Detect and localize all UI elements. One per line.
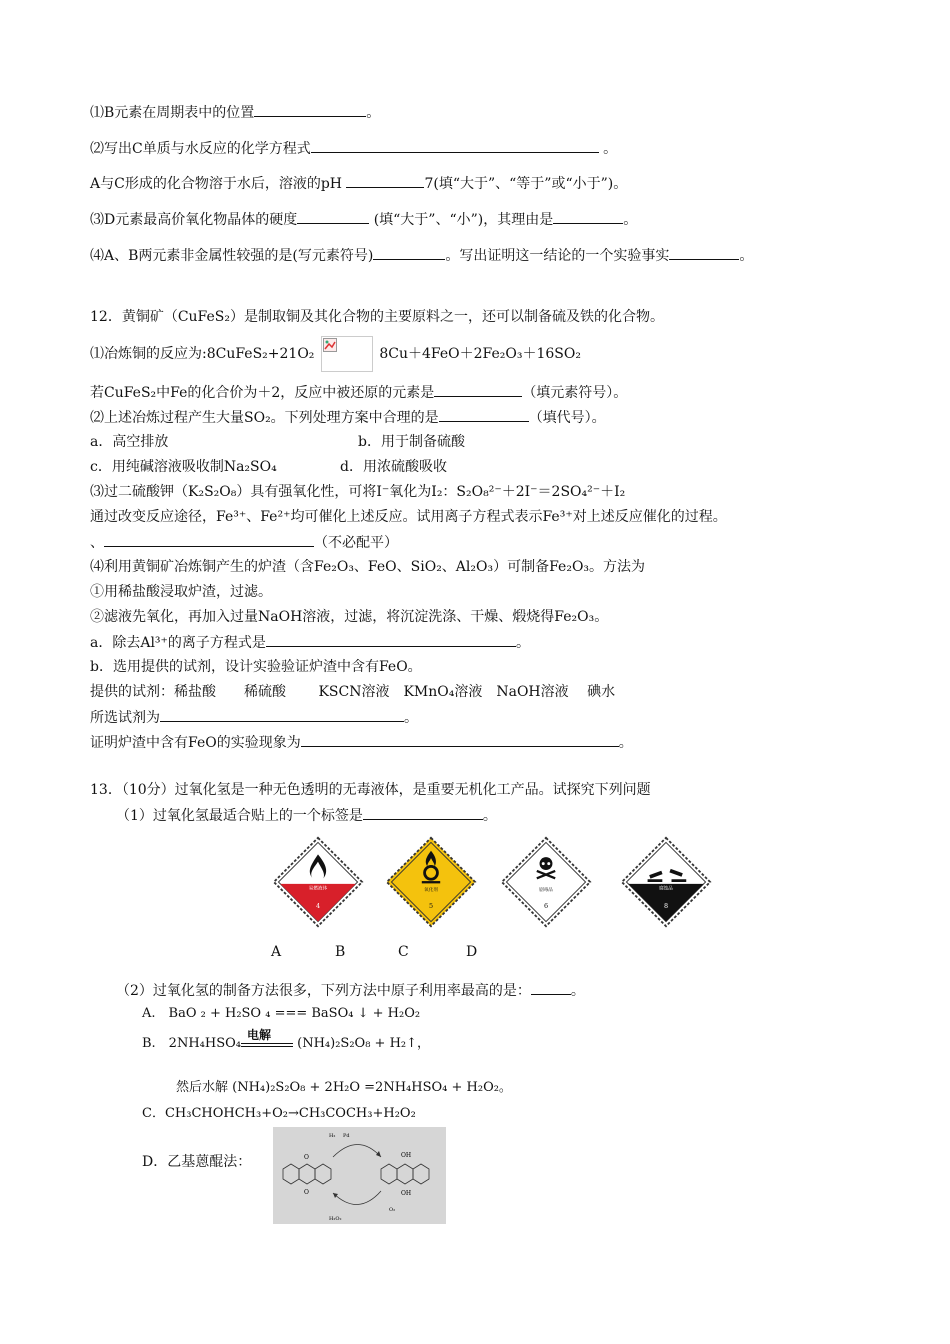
text: 。 xyxy=(739,248,754,264)
q12-p6 xyxy=(90,532,398,553)
o2-label: O₂ xyxy=(389,1207,396,1213)
answer-blank[interactable] xyxy=(531,980,571,995)
q12-p10 xyxy=(90,632,530,653)
q11-line-1 xyxy=(90,102,380,123)
text: 8Cu＋4FeO＋2Fe₂O₃＋16SO₂ xyxy=(379,346,581,362)
q11-line-5 xyxy=(90,245,753,266)
option-d: d．用浓硫酸吸收 xyxy=(340,459,447,475)
sign-number: 6 xyxy=(543,901,549,910)
q11-line-2 xyxy=(90,138,617,159)
sign-text: 腐蚀品 xyxy=(659,886,673,892)
q12-p12: 提供的试剂：稀盐酸 稀硫酸 KSCN溶液 KMnO₄溶液 NaOH溶液 碘水 xyxy=(90,684,616,700)
sign-number: 5 xyxy=(428,901,434,910)
answer-blank[interactable] xyxy=(363,805,483,820)
sign-text: 剧毒品 xyxy=(539,888,553,894)
h2-label: H₂ xyxy=(329,1133,336,1139)
text: （不必配平） xyxy=(314,535,398,551)
q11-line-3 xyxy=(90,173,627,194)
q12-options-cd xyxy=(90,457,447,477)
q13-option-d: D．乙基蒽醌法： xyxy=(142,1154,252,1170)
q13-option-b xyxy=(142,1027,431,1054)
flammable-liquid-sign[interactable] xyxy=(272,836,364,928)
q12-p4: ⑶过二硫酸钾（K₂S₂O₈）具有强氧化性，可将I⁻氧化为I₂：S₂O₈²⁻＋2I⁻＝2SO₄²⁻＋I₂ xyxy=(90,484,626,500)
sign-text: 氧化剂 xyxy=(424,888,438,894)
sign-number: 4 xyxy=(315,901,321,910)
q12-p11: b．选用提供的试剂，设计实验验证炉渣中含有FeO。 xyxy=(90,659,422,675)
text: 所选试剂为 xyxy=(90,710,160,726)
text: ⑷A、B两元素非金属性较强的是(写元素符号) xyxy=(90,248,374,264)
answer-blank[interactable] xyxy=(301,732,619,747)
text: ⑶D元素最高价氧化物晶体的硬度 xyxy=(90,212,298,228)
q12-p13 xyxy=(90,707,418,728)
q12-p7: ⑷利用黄铜矿冶炼铜产生的炉渣（含Fe₂O₃、FeO、SiO₂、Al₂O₃）可制备Fe₂O₃。方法为 xyxy=(90,559,646,575)
q12-p2 xyxy=(90,382,627,403)
text: 7(填“大于”、“等于”或“小于”)。 xyxy=(424,176,628,192)
answer-blank[interactable] xyxy=(266,632,516,647)
corrosive-sign[interactable] xyxy=(620,836,712,928)
answer-blank[interactable] xyxy=(434,382,522,397)
text: B. 2NH₄HSO₄ xyxy=(142,1036,241,1051)
option-c: c．用纯碱溶液吸收制Na₂SO₄ xyxy=(90,459,277,475)
answer-blank[interactable] xyxy=(160,707,404,722)
text: （1）过氧化氢最适合贴上的一个标签是 xyxy=(116,808,363,824)
text: A与C形成的化合物溶于水后，溶液的pH xyxy=(90,176,342,192)
text: (填“大于”、“小”)，其理由是 xyxy=(373,212,554,228)
oxidizer-sign[interactable] xyxy=(385,836,477,928)
label-b: B xyxy=(335,944,346,960)
text: （2）过氧化氢的制备方法很多，下列方法中原子利用率最高的是： xyxy=(116,983,531,999)
option-a: a．高空排放 xyxy=(90,434,169,450)
text: 。 xyxy=(515,635,530,651)
answer-blank[interactable] xyxy=(104,532,314,547)
text: 若CuFeS₂中Fe的化合价为＋2，反应中被还原的元素是 xyxy=(90,385,435,401)
q12-options-ab xyxy=(90,432,465,452)
oxygen-label-top: O xyxy=(304,1154,309,1161)
text: 。 xyxy=(618,735,633,751)
text: 证明炉渣中含有FeO的实验现象为 xyxy=(90,735,301,751)
text: 。 xyxy=(603,141,618,157)
text: 。 xyxy=(404,710,418,726)
text: 、 xyxy=(90,535,104,551)
oxygen-label-bottom: O xyxy=(304,1189,309,1196)
q13-option-b-hydrolysis: 然后水解 (NH₄)₂S₂O₈ + 2H₂O =2NH₄HSO₄ + H₂O₂。 xyxy=(176,1080,512,1095)
q12-p3 xyxy=(90,407,606,428)
broken-image-icon xyxy=(321,336,373,372)
label-a: A xyxy=(271,944,282,960)
sign-text: 易燃液体 xyxy=(308,886,328,892)
answer-blank[interactable] xyxy=(311,138,599,153)
anthraquinone-process-diagram xyxy=(273,1127,446,1224)
text: 。 xyxy=(482,808,497,824)
text: （填元素符号）。 xyxy=(522,385,628,401)
pd-label: Pd xyxy=(343,1133,350,1139)
q12-title: 12．黄铜矿（CuFeS₂）是制取铜及其化合物的主要原料之一，还可以制备硫及铁的化合物。 xyxy=(90,309,664,325)
q12-p14 xyxy=(90,732,633,753)
q12-p5: 通过改变反应途径，Fe³⁺、Fe²⁺均可催化上述反应。试用离子方程式表示Fe³⁺对上述反应催化的过程。 xyxy=(90,509,727,525)
hydroxyl-label-top: OH xyxy=(401,1152,412,1159)
text: ⑴B元素在周期表中的位置 xyxy=(90,105,255,121)
text: a．除去Al³⁺的离子方程式是 xyxy=(90,635,266,651)
h2o2-label: H₂O₂ xyxy=(329,1216,342,1222)
q13-option-a: A. BaO ₂ + H₂SO ₄ === BaSO₄ ↓ + H₂O₂ xyxy=(142,1006,421,1021)
text: ⑴冶炼铜的反应为:8CuFeS₂+21O₂ xyxy=(90,346,315,362)
option-b: b．用于制备硫酸 xyxy=(358,434,465,450)
q13-option-c: C．CH₃CHOHCH₃+O₂→CH₃COCH₃+H₂O₂ xyxy=(142,1106,416,1121)
answer-blank[interactable] xyxy=(373,245,445,260)
q12-p8: ①用稀盐酸浸取炉渣，过滤。 xyxy=(90,584,272,600)
text: 。 xyxy=(623,212,638,228)
sign-number: 8 xyxy=(663,901,669,910)
text: ⑵写出C单质与水反应的化学方程式 xyxy=(90,141,311,157)
q12-p1 xyxy=(90,336,581,372)
text: （填代号）。 xyxy=(528,410,606,426)
text: ⑵上述冶炼过程产生大量SO₂。下列处理方案中合理的是 xyxy=(90,410,439,426)
q13-title: 13．（10分）过氧化氢是一种无色透明的无毒液体，是重要无机化工产品。试探究下列问题 xyxy=(90,782,651,798)
image-placeholder-icon xyxy=(323,338,337,352)
q11-line-4 xyxy=(90,209,637,230)
q13-s1 xyxy=(116,805,497,826)
label-c: C xyxy=(398,944,409,960)
electrolysis-label: 电解 xyxy=(247,1027,272,1042)
text: 。写出证明这一结论的一个实验事实 xyxy=(445,248,670,264)
answer-blank[interactable] xyxy=(553,209,623,224)
skull-icon xyxy=(540,857,553,870)
answer-blank[interactable] xyxy=(297,209,369,224)
text: 。 xyxy=(570,983,585,999)
electrolysis-arrow xyxy=(241,1027,293,1051)
q13-s2 xyxy=(116,980,585,1001)
answer-blank[interactable] xyxy=(439,407,529,422)
toxic-sign[interactable] xyxy=(500,836,592,928)
q12-p9: ②滤液先氧化，再加入过量NaOH溶液，过滤，将沉淀洗涤、干燥、煅烧得Fe₂O₃。 xyxy=(90,609,609,625)
answer-blank[interactable] xyxy=(346,173,424,188)
text: (NH₄)₂S₂O₈ + H₂↑， xyxy=(297,1036,431,1051)
text: 。 xyxy=(366,105,381,121)
label-d: D xyxy=(466,944,478,960)
hydroxyl-label-bottom: OH xyxy=(401,1190,412,1197)
answer-blank[interactable] xyxy=(669,245,739,260)
answer-blank[interactable] xyxy=(254,102,366,117)
